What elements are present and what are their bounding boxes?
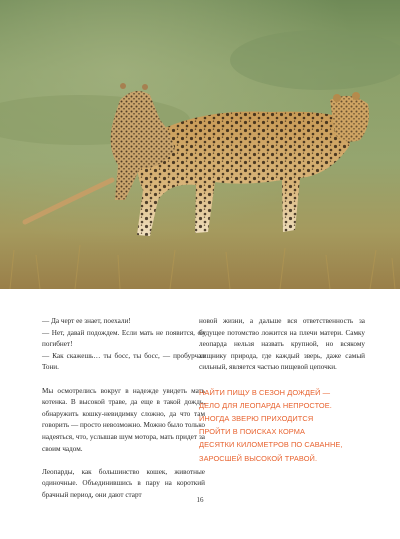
dialogue-line: — Да черт ее знает, поехали!	[42, 317, 131, 325]
paragraph: Леопарды, как большинство кошек, животные одиночные. Объединившись в пару на короткий брачный период, они дают старт	[42, 467, 205, 499]
pull-quote	[199, 386, 365, 465]
pull-quote-line: НАЙТИ ПИЩУ В СЕЗОН ДОЖДЕЙ —	[199, 387, 331, 397]
dialogue-line: — Нет, давай подождем. Если мать не появится, он погибнет!	[42, 328, 205, 349]
paragraph: новой жизни, а дальше вся ответственность за будущее потомство ложится на плечи матери. Самку леопарда нельзя назвать крупной, но всякому хищнику природа, где каждый зверь, даже самый сильный, является частью пищевой цепочки.	[199, 317, 365, 372]
pull-quote-line: ДЕЛО ДЛЯ ЛЕОПАРДА НЕПРОСТОЕ.	[199, 400, 332, 410]
left-text-column	[42, 316, 205, 502]
pull-quote-line: ЗАРОСШЕЙ ВЫСОКОЙ ТРАВОЙ.	[199, 453, 318, 463]
pull-quote-line: ПРОЙТИ В ПОИСКАХ КОРМА	[199, 427, 306, 437]
pull-quote-line: ИНОГДА ЗВЕРЮ ПРИХОДИТСЯ	[199, 413, 314, 423]
right-text-column	[199, 316, 365, 465]
page-number: 16	[196, 496, 204, 504]
pull-quote-line: ДЕСЯТКИ КИЛОМЕТРОВ ПО САВАННЕ,	[199, 440, 343, 450]
paragraph: Мы осмотрелись вокруг в надежде увидеть мать котенка. В высокой траве, да еще в такой дождь, обнаружить кошку-невидимку сложно, да что там говорить — просто невозможно. Можно было только надеяться, что, услышав шум мотора, мать придет за своим чадом.	[42, 386, 205, 453]
dialogue-line: — Как скажешь… ты босс, ты босс, — пробурчал Тони.	[42, 351, 205, 372]
